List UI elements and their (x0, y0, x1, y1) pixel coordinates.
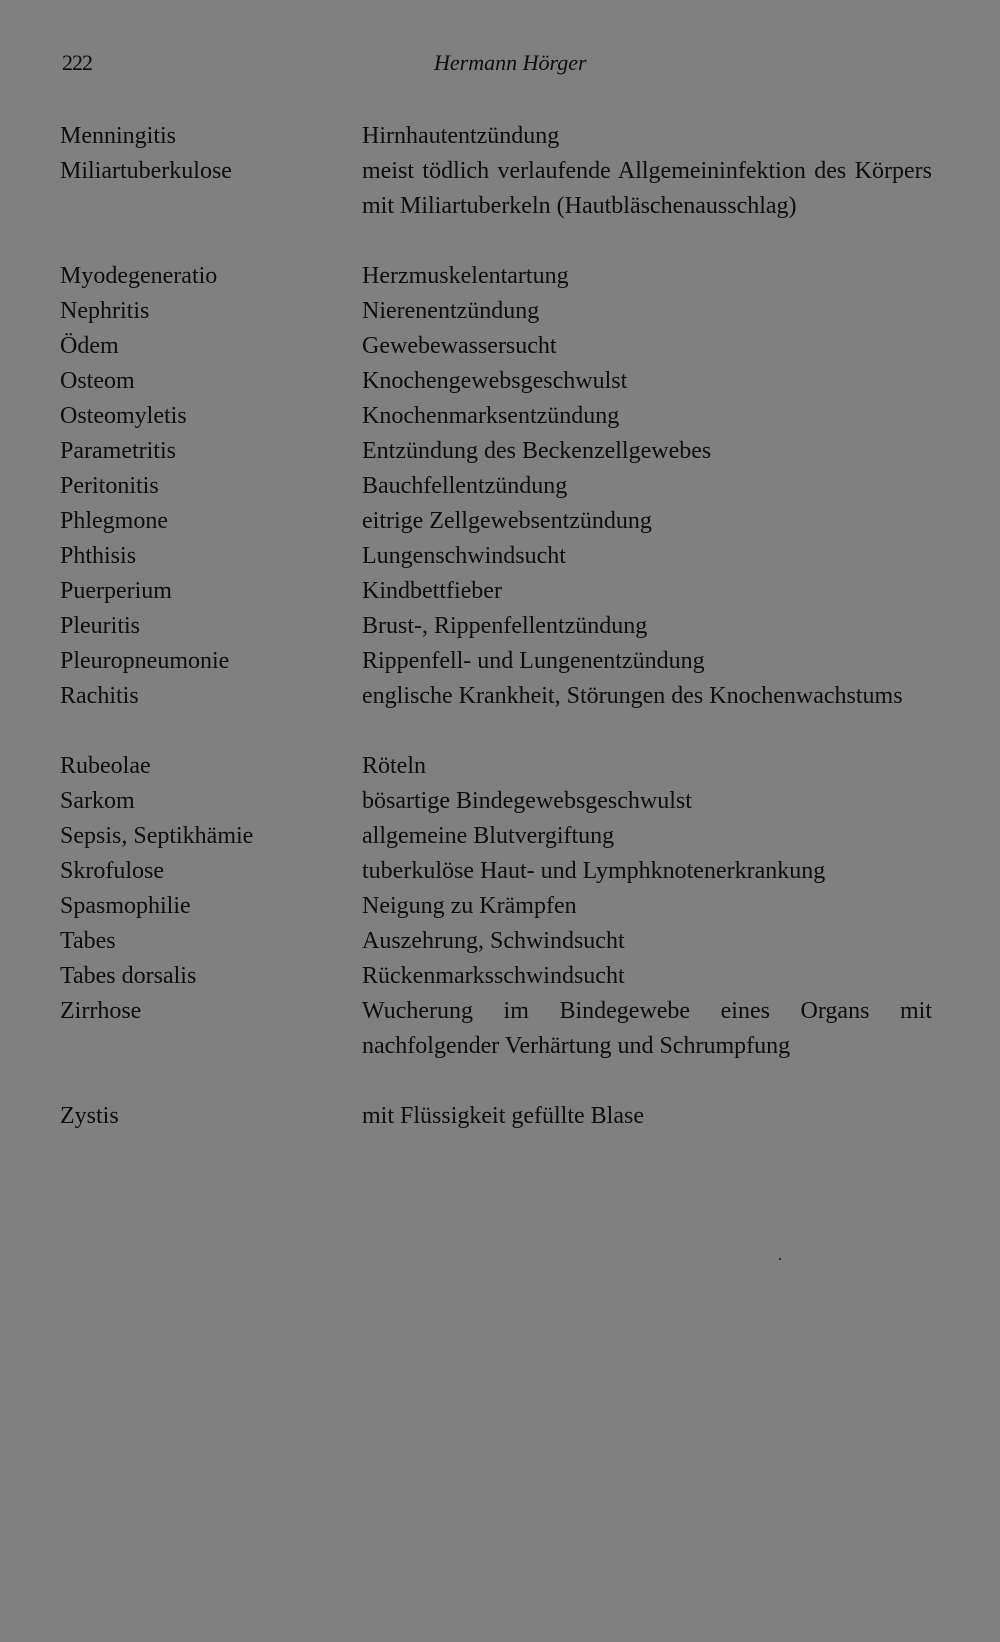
glossary-definition: Entzündung des Beckenzellgewebes (362, 438, 712, 464)
glossary-entry (60, 294, 950, 329)
glossary-term: Osteom (60, 368, 135, 394)
glossary-entry (60, 399, 950, 434)
glossary-term: Puerperium (60, 578, 172, 604)
medical-glossary (60, 119, 950, 1134)
glossary-definition: Kindbettfieber (362, 578, 502, 604)
glossary-definition: Auszehrung, Schwindsucht (362, 928, 625, 954)
glossary-definition: Knochenmarksentzündung (362, 403, 620, 429)
glossary-term: Tabes dorsalis (60, 963, 197, 989)
glossary-entry (60, 574, 950, 609)
glossary-definition: eitrige Zellgewebsentzündung (362, 508, 652, 534)
glossary-definition: meist tödlich verlaufende Allgemeininfektion des Körpers mit Miliartuberkeln (Hautbläschenausschlag) (362, 158, 932, 219)
glossary-entry (60, 1099, 950, 1134)
glossary-entry (60, 679, 950, 714)
glossary-entry (60, 749, 950, 784)
glossary-term: Rachitis (60, 683, 139, 709)
glossary-entry (60, 259, 950, 294)
glossary-entry (60, 329, 950, 364)
glossary-definition: Hirnhautentzündung (362, 123, 560, 149)
glossary-term: Miliartuberkulose (60, 158, 232, 184)
glossary-term: Osteomyletis (60, 403, 187, 429)
glossary-definition: allgemeine Blutvergiftung (362, 823, 615, 849)
glossary-definition: mit Flüssigkeit gefüllte Blase (362, 1103, 644, 1129)
glossary-term: Tabes (60, 928, 116, 954)
glossary-term: Parametritis (60, 438, 176, 464)
glossary-entry (60, 504, 950, 539)
glossary-term: Rubeolae (60, 753, 151, 779)
page-number: 222 (62, 50, 92, 75)
glossary-entry (60, 434, 950, 469)
glossary-entry (60, 609, 950, 644)
glossary-definition: Rückenmarksschwindsucht (362, 963, 625, 989)
glossary-definition: Bauchfellentzündung (362, 473, 568, 499)
glossary-definition: tuberkulöse Haut- und Lymphknotenerkrankung (362, 858, 826, 884)
glossary-term: Zystis (60, 1103, 119, 1129)
running-head: Hermann Hörger (434, 50, 587, 75)
glossary-term: Zirrhose (60, 998, 142, 1024)
page-header (62, 50, 952, 86)
glossary-term: Phlegmone (60, 508, 168, 534)
glossary-term: Nephritis (60, 298, 150, 324)
print-speck (779, 1258, 781, 1260)
glossary-entry (60, 854, 950, 889)
glossary-entry (60, 119, 950, 154)
glossary-definition: englische Krankheit, Störungen des Knochenwachstums (362, 683, 903, 709)
glossary-entry (60, 784, 950, 819)
glossary-entry (60, 644, 950, 679)
glossary-entry (60, 469, 950, 504)
glossary-definition: Wucherung im Bindegewebe eines Organs mit nachfolgender Verhärtung und Schrumpfung (362, 998, 932, 1059)
glossary-definition: Nierenentzündung (362, 298, 540, 324)
glossary-entry (60, 924, 950, 959)
glossary-entry (60, 889, 950, 924)
glossary-entry (60, 154, 950, 224)
glossary-definition: Knochengewebsgeschwulst (362, 368, 628, 394)
glossary-definition: Röteln (362, 753, 426, 779)
glossary-term: Pleuritis (60, 613, 141, 639)
glossary-entry (60, 959, 950, 994)
glossary-term: Phthisis (60, 543, 137, 569)
glossary-term: Peritonitis (60, 473, 159, 499)
glossary-term: Menningitis (60, 123, 177, 149)
glossary-term: Sepsis, Septikhämie (60, 823, 254, 849)
glossary-term: Sarkom (60, 788, 135, 814)
glossary-definition: Neigung zu Krämpfen (362, 893, 577, 919)
glossary-definition: Gewebewassersucht (362, 333, 557, 359)
glossary-term: Spasmophilie (60, 893, 191, 919)
glossary-definition: Brust-, Rippenfellentzündung (362, 613, 648, 639)
glossary-definition: bösartige Bindegewebsgeschwulst (362, 788, 692, 814)
glossary-entry (60, 539, 950, 574)
glossary-definition: Rippenfell- und Lungenentzündung (362, 648, 705, 674)
glossary-term: Pleuropneumonie (60, 648, 230, 674)
glossary-entry (60, 819, 950, 854)
glossary-definition: Lungenschwindsucht (362, 543, 566, 569)
glossary-term: Skrofulose (60, 858, 164, 884)
glossary-term: Ödem (60, 333, 119, 359)
glossary-entry (60, 994, 950, 1064)
glossary-term: Myodegeneratio (60, 263, 218, 289)
glossary-entry (60, 364, 950, 399)
glossary-definition: Herzmuskelentartung (362, 263, 569, 289)
